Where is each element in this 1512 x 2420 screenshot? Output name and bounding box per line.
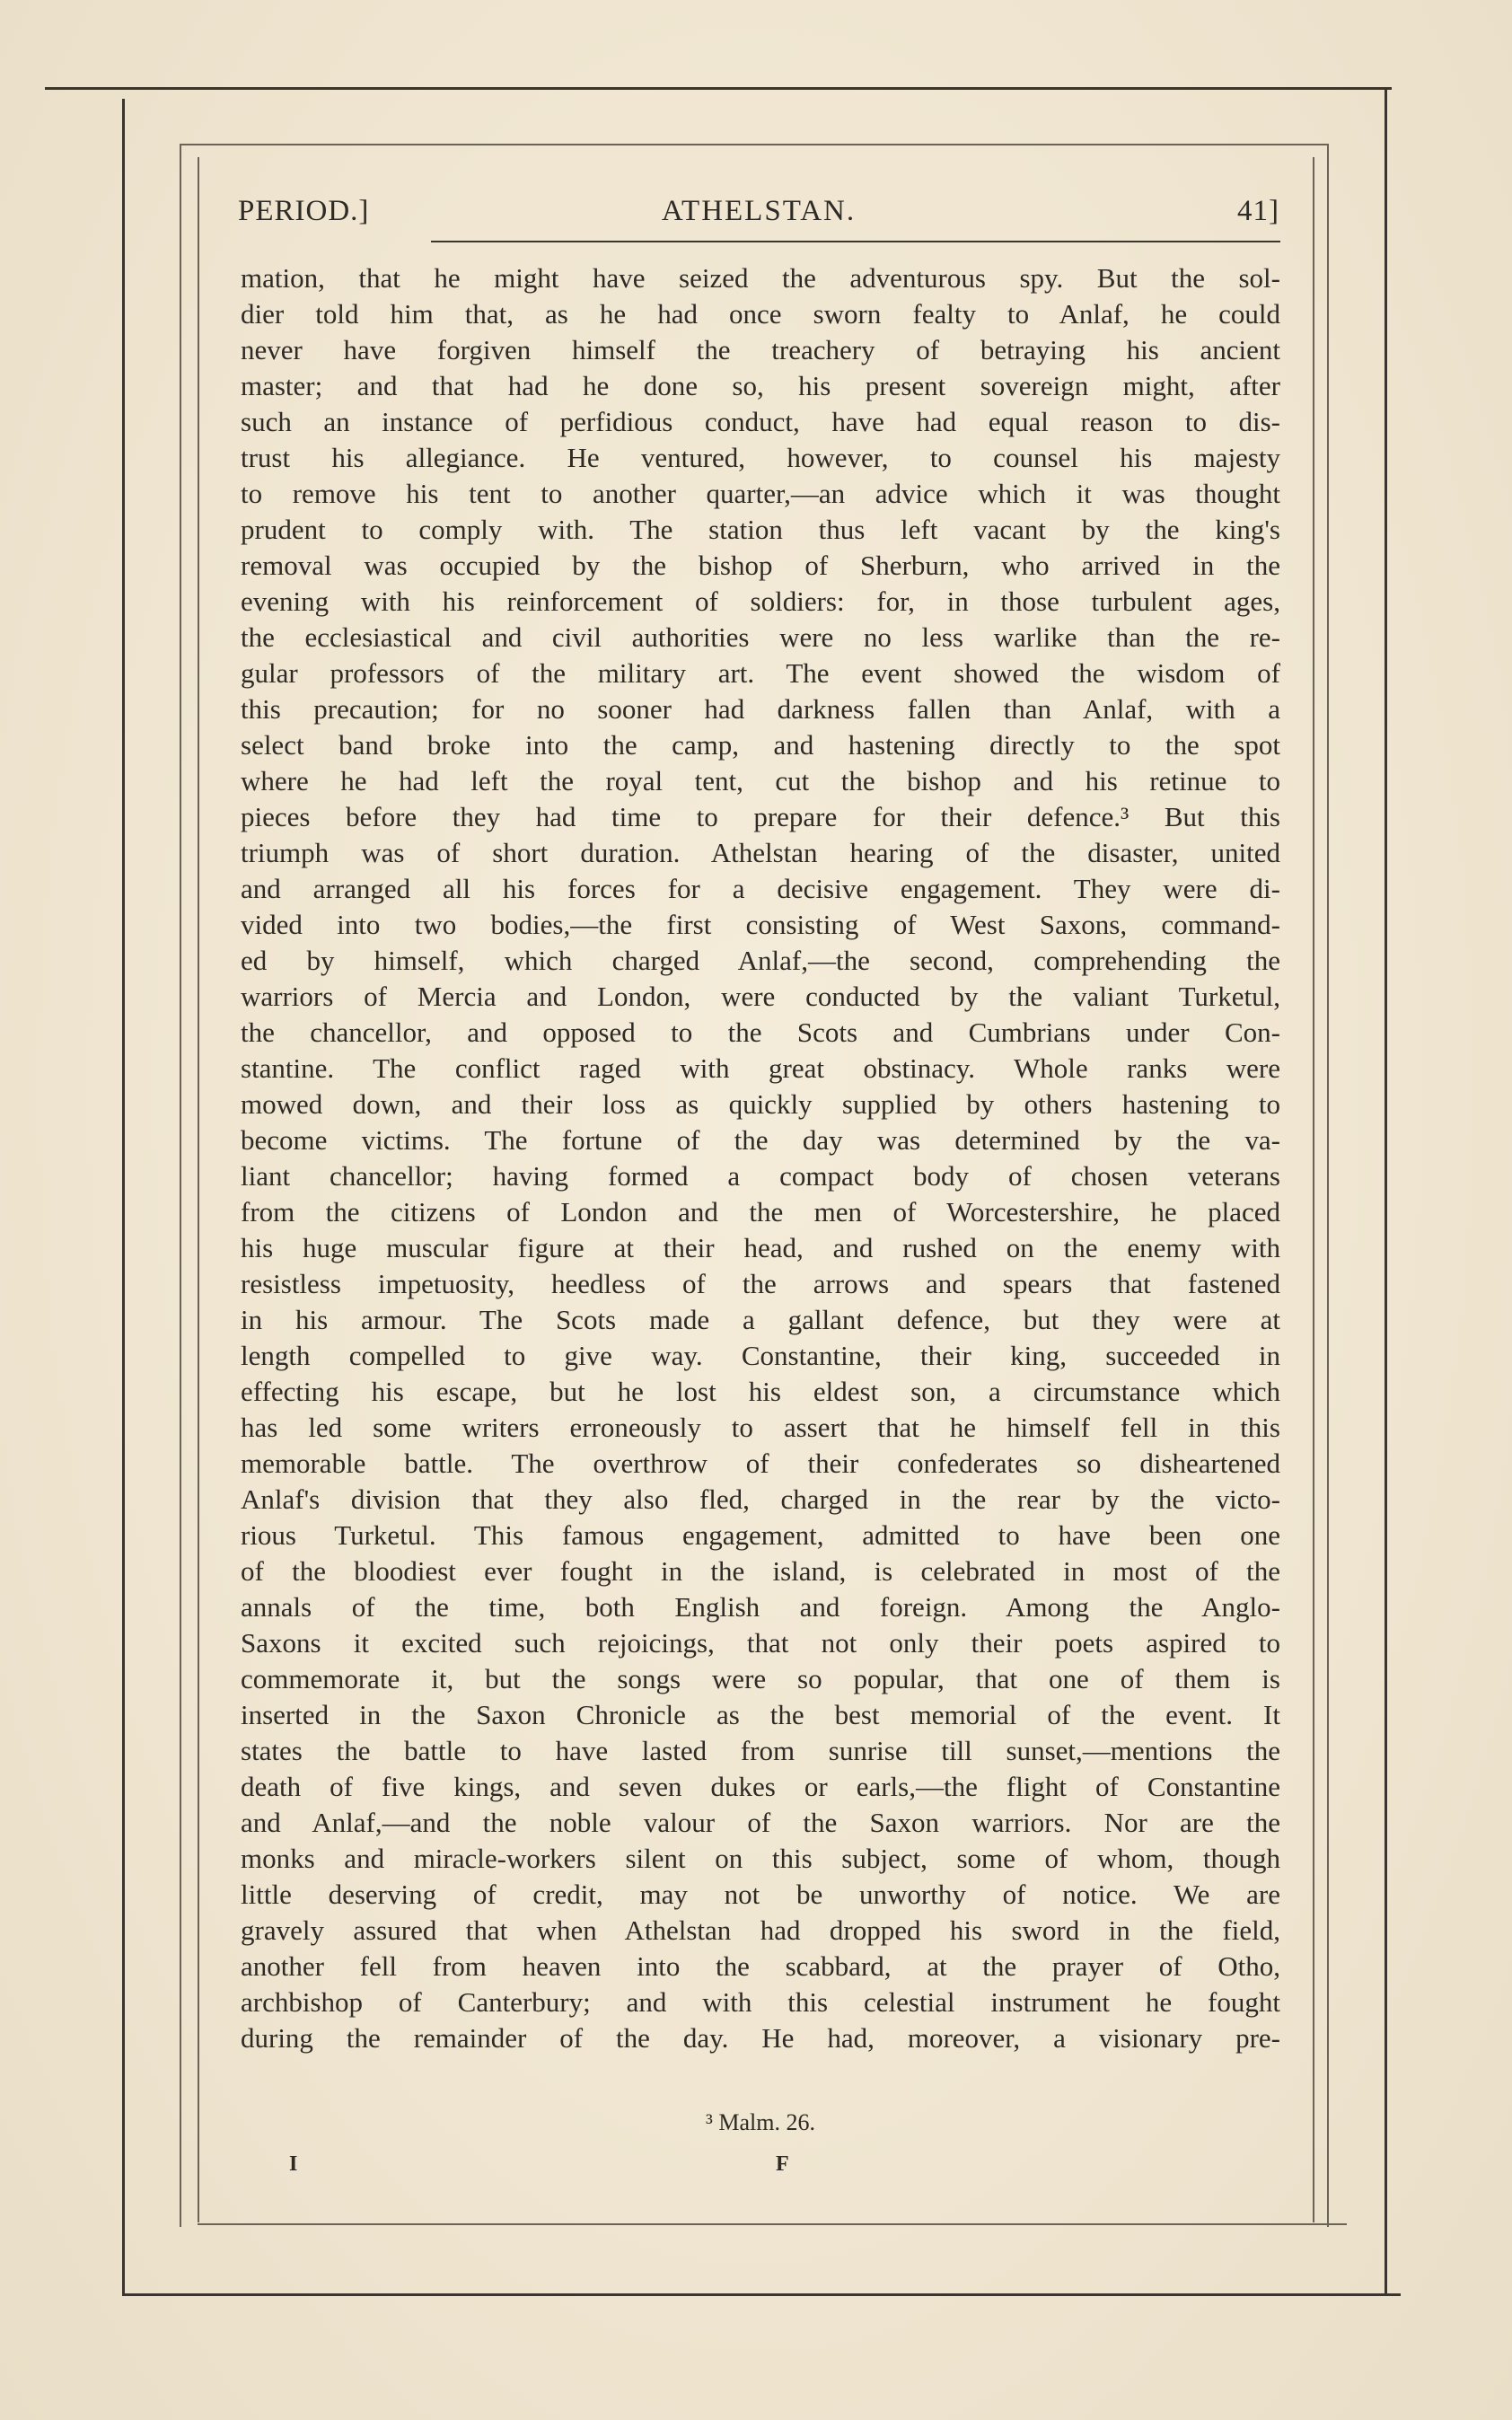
text-line: mation, that he might have seized the adventurous spy. But the sol- [241, 262, 1280, 294]
text-line: gular professors of the military art. The event showed the wisdom of [241, 657, 1280, 689]
inner-rule-right-2 [1313, 157, 1314, 2222]
text-line: ed by himself, which charged Anlaf,—the second, comprehending the [241, 945, 1280, 976]
text-line: Anlaf's division that they also fled, charged in the rear by the victo- [241, 1483, 1280, 1515]
text-line: the chancellor, and opposed to the Scots and Cumbrians under Con- [241, 1016, 1280, 1048]
body-text [241, 260, 1280, 2056]
text-line: vided into two bodies,—the first consisting of West Saxons, command- [241, 909, 1280, 940]
text-line: prudent to comply with. The station thus left vacant by the king's [241, 514, 1280, 545]
text-line: master; and that had he done so, his present sovereign might, after [241, 370, 1280, 401]
inner-rule-left-2 [198, 157, 199, 2222]
text-line: states the battle to have lasted from sunrise till sunset,—mentions the [241, 1735, 1280, 1766]
signature-mark-center: F [776, 2152, 789, 2176]
text-line: triumph was of short duration. Athelstan hearing of the disaster, united [241, 837, 1280, 868]
text-line: during the remainder of the day. He had, moreover, a visionary pre- [241, 2022, 1280, 2054]
header-rule [431, 241, 1280, 242]
inner-rule-bottom [198, 2223, 1347, 2225]
inner-rule-top [180, 144, 1327, 145]
text-line: his huge muscular figure at their head, and rushed on the enemy with [241, 1232, 1280, 1263]
text-line: gravely assured that when Athelstan had dropped his sword in the field, [241, 1914, 1280, 1946]
text-line: from the citizens of London and the men of Worcestershire, he placed [241, 1196, 1280, 1228]
page-number: 41] [1237, 195, 1279, 227]
inner-rule-right [1327, 144, 1329, 2227]
text-line: where he had left the royal tent, cut the bishop and his retinue to [241, 765, 1280, 796]
text-line: become victims. The fortune of the day was determined by the va- [241, 1124, 1280, 1156]
text-line: and arranged all his forces for a decisive engagement. They were di- [241, 873, 1280, 904]
text-line: inserted in the Saxon Chronicle as the best memorial of the event. It [241, 1699, 1280, 1730]
text-line: to remove his tent to another quarter,—an advice which it was thought [241, 478, 1280, 509]
text-line: archbishop of Canterbury; and with this celestial instrument he fought [241, 1986, 1280, 2018]
running-header [238, 189, 1279, 233]
text-line: has led some writers erroneously to assert that he himself fell in this [241, 1412, 1280, 1443]
text-line: of the bloodiest ever fought in the island, is celebrated in most of the [241, 1555, 1280, 1587]
text-line: stantine. The conflict raged with great obstinacy. Whole ranks were [241, 1052, 1280, 1084]
frame-rule-bottom [122, 2293, 1401, 2296]
frame-rule-right [1385, 87, 1387, 2296]
signature-mark-left: I [289, 2152, 298, 2176]
text-line: warriors of Mercia and London, were conducted by the valiant Turketul, [241, 981, 1280, 1012]
text-line: dier told him that, as he had once sworn fealty to Anlaf, he could [241, 298, 1280, 330]
text-line: and Anlaf,—and the noble valour of the Saxon warriors. Nor are the [241, 1807, 1280, 1838]
text-line: mowed down, and their loss as quickly supplied by others hastening to [241, 1088, 1280, 1120]
text-line: removal was occupied by the bishop of Sherburn, who arrived in the [241, 550, 1280, 581]
text-line: resistless impetuosity, heedless of the arrows and spears that fastened [241, 1268, 1280, 1299]
text-line: select band broke into the camp, and hastening directly to the spot [241, 729, 1280, 761]
text-line: commemorate it, but the songs were so popular, that one of them is [241, 1663, 1280, 1694]
text-line: annals of the time, both English and foreign. Among the Anglo- [241, 1591, 1280, 1623]
text-line: death of five kings, and seven dukes or earls,—the flight of Constantine [241, 1771, 1280, 1802]
text-line: evening with his reinforcement of soldiers: for, in those turbulent ages, [241, 585, 1280, 617]
text-line: this precaution; for no sooner had darkness fallen than Anlaf, with a [241, 693, 1280, 725]
text-line: effecting his escape, but he lost his eldest son, a circumstance which [241, 1376, 1280, 1407]
text-line: the ecclesiastical and civil authorities were no less warlike than the re- [241, 621, 1280, 653]
text-line: trust his allegiance. He ventured, however, to counsel his majesty [241, 442, 1280, 473]
text-line: memorable battle. The overthrow of their confederates so disheartened [241, 1448, 1280, 1479]
text-line: another fell from heaven into the scabbard, at the prayer of Otho, [241, 1950, 1280, 1982]
inner-rule-left [180, 144, 181, 2227]
text-line: in his armour. The Scots made a gallant defence, but they were at [241, 1304, 1280, 1335]
text-line: such an instance of perfidious conduct, have had equal reason to dis- [241, 406, 1280, 437]
text-line: pieces before they had time to prepare for their defence.³ But this [241, 801, 1280, 832]
footnote: ³ Malm. 26. [706, 2109, 815, 2135]
text-line: length compelled to give way. Constantine, their king, succeeded in [241, 1340, 1280, 1371]
header-period: PERIOD.] [238, 195, 370, 227]
text-line: rious Turketul. This famous engagement, admitted to have been one [241, 1519, 1280, 1551]
frame-rule-top [45, 87, 1392, 90]
header-title: ATHELSTAN. [661, 195, 857, 227]
text-line: monks and miracle-workers silent on this subject, some of whom, though [241, 1843, 1280, 1874]
text-line: Saxons it excited such rejoicings, that not only their poets aspired to [241, 1627, 1280, 1659]
text-line: never have forgiven himself the treachery of betraying his ancient [241, 334, 1280, 365]
text-line: little deserving of credit, may not be unworthy of notice. We are [241, 1879, 1280, 1910]
text-line: liant chancellor; having formed a compact body of chosen veterans [241, 1160, 1280, 1192]
frame-rule-left [122, 99, 125, 2294]
